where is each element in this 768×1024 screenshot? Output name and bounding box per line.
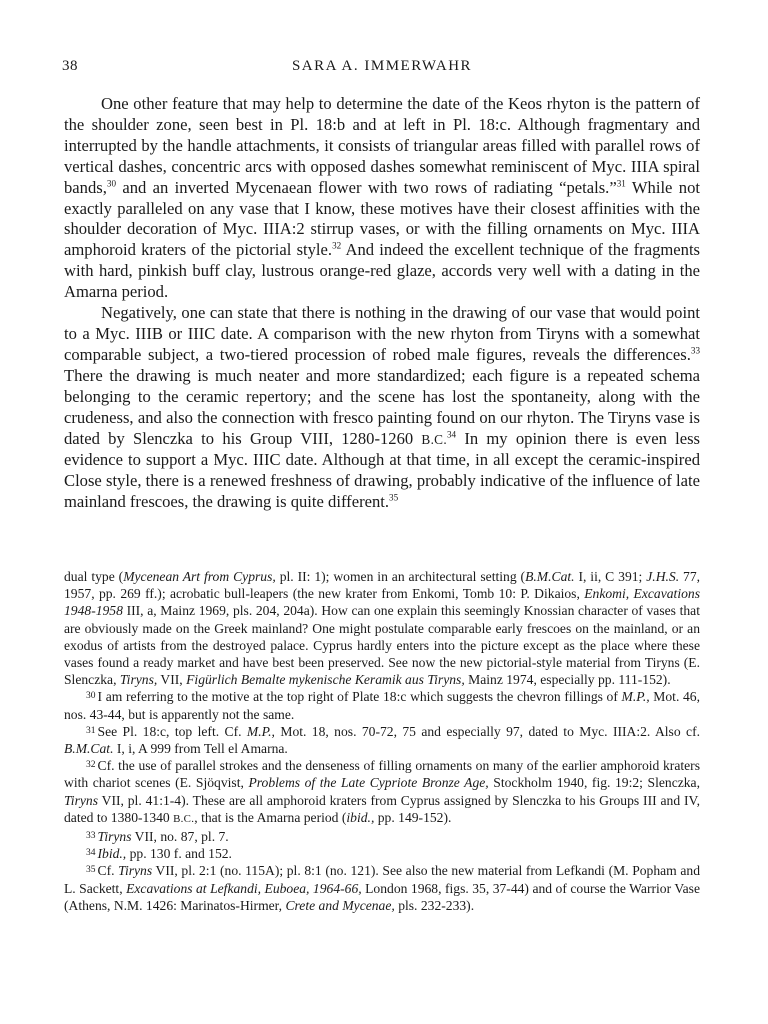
running-head-author: SARA A. IMMERWAHR [291, 58, 473, 74]
text-run: While not exactly paralleled on any vase that I know, these motives have their closest affinities with the shoulder decoration of Myc. IIIA:2 stirrup vases, or with the filling ornaments on Myc. IIIA amphoroid kraters of the pictorial style. [64, 177, 700, 260]
footnote-continuation [64, 568, 700, 688]
footnote-30 [64, 688, 700, 722]
footnote-33 [64, 828, 700, 845]
text-run: I, ii, C 391; [574, 569, 647, 584]
italic-title: Figürlich Bemalte mykenische Keramik aus Tiryns, [186, 672, 465, 688]
text-run: pp. 130 f. and 152. [126, 846, 232, 862]
footnote-number: 31 [86, 725, 96, 736]
footnote-35 [64, 862, 700, 914]
footnote-ref[interactable]: 30 [106, 178, 116, 189]
text-run: Cf. [97, 863, 119, 879]
footnote-number: 34 [86, 847, 96, 858]
italic-title: M.P., [246, 723, 275, 739]
italic-title: M.P., [621, 689, 650, 705]
italic-title: B.M.Cat. [525, 569, 575, 584]
footnote-ref[interactable]: 34 [446, 429, 457, 440]
italic-title: Crete and Mycenae, [285, 897, 395, 913]
text-run: One other feature that may help to determine the date of the Keos rhyton is the pattern of the shoulder zone, seen best in Pl. 18:b and at left in Pl. 18:c. Although fragmentary and interrupted by the handle attachments, it consists of triangular areas filled with parallel rows of vertical dashes, concentric arcs with opposed dashes somewhat reminiscent of Myc. IIIA spiral bands, [64, 94, 700, 197]
running-header [62, 58, 702, 80]
text-run: See Pl. 18:c, top left. Cf. [97, 723, 247, 739]
text-run: Mot. 18, nos. 70-72, 75 and especially 97, dated to Myc. IIIA:2. Also cf. [274, 723, 700, 739]
footnote-number: 33 [86, 830, 96, 841]
italic-title: Tiryns [97, 829, 132, 845]
italic-title: Tiryns [64, 792, 98, 808]
italic-title: Mycenean Art from Cyprus, [123, 569, 276, 584]
footnote-ref[interactable]: 31 [616, 178, 626, 189]
text-run: Mainz 1974, especially pp. 111-152). [464, 672, 671, 688]
footnote-31 [64, 723, 700, 757]
text-run: pl. II: 1); women in an architectural setting ( [275, 569, 526, 584]
footnote-ref[interactable]: 32 [332, 240, 342, 251]
text-run: I am referring to the motive at the top right of Plate 18:c which suggests the chevron fillings of [97, 689, 622, 705]
italic-title: ibid., [346, 809, 375, 825]
footnote-number: 32 [86, 759, 96, 770]
text-run: VII, pl. 41:1-4). These are all amphoroid kraters from Cyprus assigned by Slenczka to his Groups III and IV, dated to 1380-1340 [64, 792, 700, 825]
text-run: III, a, Mainz 1969, pls. 204, 204a). How can one explain this seemingly Knossian character of vases that are obviously made on the Greek mainland? One might postulate comparable early frescoes on the mainland, or an exodus of artists from the destroyed palace. Cyprus hardly enters into the picture except as the place where these vases found a ready market and have best been preserved. See now the new pictorial-style material from Tiryns (E. Slenczka, [64, 603, 700, 688]
text-run: , that is the Amarna period ( [194, 809, 347, 825]
text-run: There the drawing is much neater and more standardized; each figure is a repeated schema belonging to the ceramic repertory; and the scene has lost the spontaneity, along with the crudeness, and also the connection with fresco painting found on our rhyton. The Tiryns vase is dated by Slenczka to his Group VIII, 1280-1260 [64, 365, 700, 448]
italic-title: Ibid., [97, 846, 127, 862]
italic-title: Problems of the Late Cypriote Bronze Age, [248, 775, 489, 791]
text-run: Cf. the use of parallel strokes and the denseness of filling ornaments on many of the earlier amphoroid kraters with chariot scenes (E. Sjöqvist, [64, 758, 700, 791]
footnote-ref[interactable]: 35 [389, 492, 399, 503]
footnotes [64, 568, 700, 914]
text-run: pls. 232-233). [394, 897, 475, 913]
text-run: In my opinion there is even less evidence to support a Myc. IIIC date. Although at that time, in all except the ceramic-inspired Close style, there is a renewed freshness of drawing, probably indicative of the influence of late mainland frescoes, the drawing is quite different. [64, 428, 701, 512]
page-number: 38 [62, 58, 78, 74]
paragraph-2 [64, 303, 700, 513]
footnote-number: 35 [86, 865, 96, 876]
text-run: pp. 149-152). [374, 809, 452, 825]
text-run: Mot. 46, nos. 43-44, but is apparently not the same. [64, 689, 700, 722]
text-run: and an inverted Mycenaean flower with two rows of radiating “petals.” [116, 177, 617, 197]
paragraph-1 [64, 94, 700, 303]
italic-title: Excavations at Lefkandi, Euboea, 1964-66, [126, 880, 362, 896]
footnote-34 [64, 845, 700, 862]
text-run: dual type ( [64, 569, 124, 584]
italic-title: Enkomi, Excavations 1948-1958 [64, 586, 700, 619]
text-run: London 1968, figs. 35, 37-44) and of course the Warrior Vase (Athens, N.M. 1426: Marinatos-Hirmer, [64, 880, 701, 913]
small-caps-era: B.C. [173, 812, 195, 825]
main-text [64, 94, 700, 513]
text-run: VII, [157, 672, 187, 688]
text-run: I, i, A 999 from Tell el Amarna. [113, 741, 288, 757]
text-run: And indeed the excellent technique of the fragments with hard, pinkish buff clay, lustrous orange-red glaze, accords very well with a dating in the Amarna period. [64, 240, 701, 302]
text-run: Negatively, one can state that there is nothing in the drawing of our vase that would point to a Myc. IIIB or IIIC date. A comparison with the new rhyton from Tiryns with a somewhat comparable subject, a two-tiered procession of robed male figures, reveals the differences. [64, 303, 700, 364]
italic-title: B.M.Cat. [64, 741, 114, 757]
italic-title: Tiryns, [119, 672, 158, 688]
small-caps-era: B.C. [421, 431, 447, 447]
text-run: VII, pl. 2:1 (no. 115A); pl. 8:1 (no. 121). See also the new material from Lefkandi (M. Popham and L. Sackett, [64, 863, 701, 896]
footnote-ref[interactable]: 33 [690, 345, 700, 356]
text-run: 77, 1957, pp. 269 ff.); acrobatic bull-leapers (the new krater from Enkomi, Tomb 10: P. Dikaios, [64, 569, 701, 602]
text-run: VII, no. 87, pl. 7. [131, 829, 229, 845]
text-run: Stockholm 1940, fig. 19:2; Slenczka, [488, 775, 700, 791]
italic-title: Tiryns [118, 863, 153, 879]
footnote-number: 30 [86, 691, 96, 702]
footnote-32 [64, 757, 700, 828]
italic-title: J.H.S. [646, 569, 680, 584]
